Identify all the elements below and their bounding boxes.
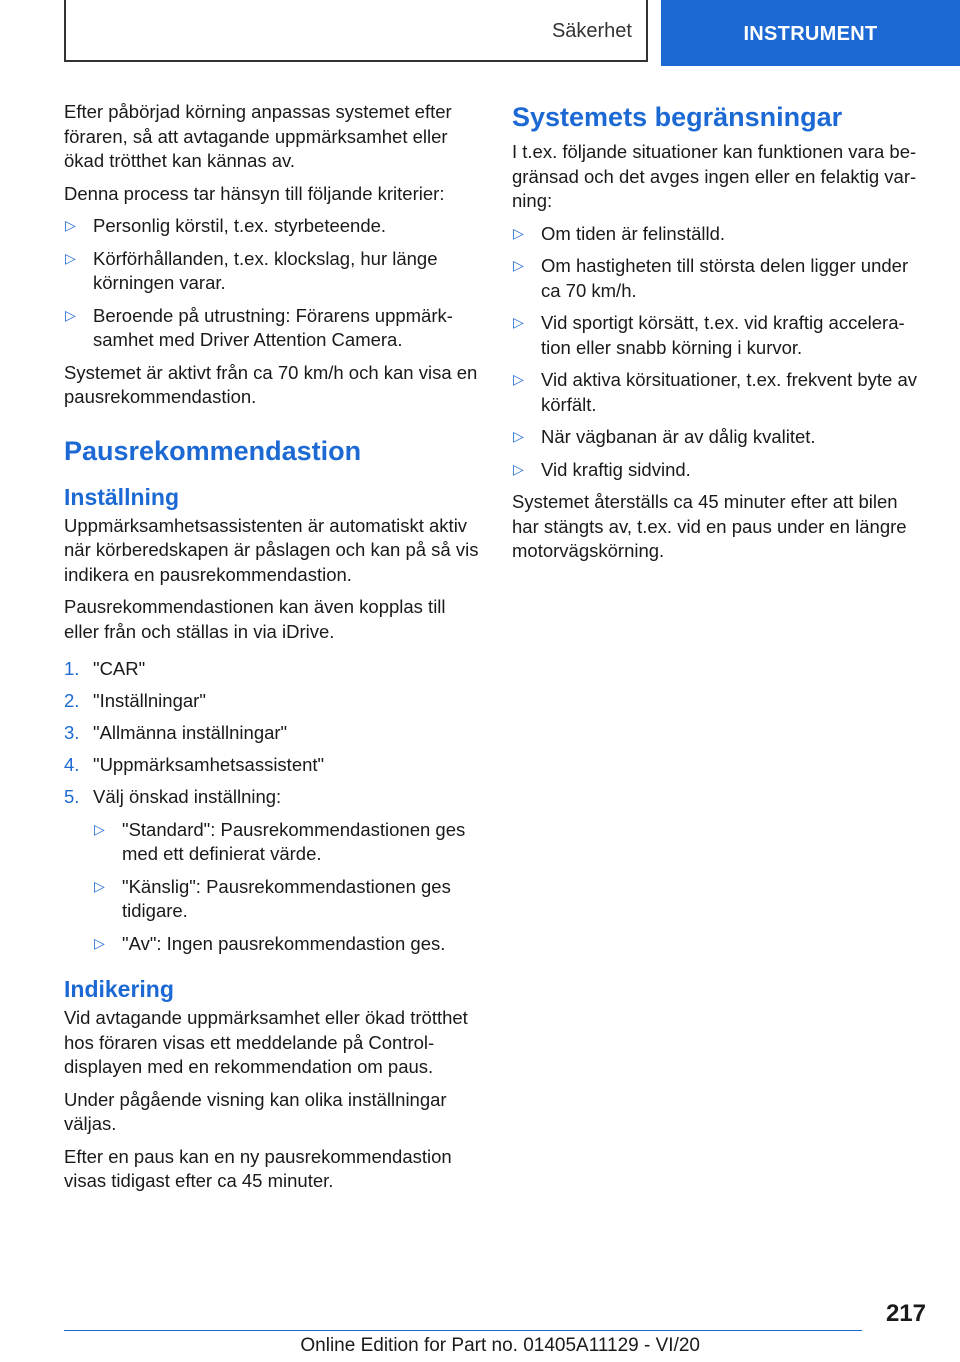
limits-intro: I t.ex. följande situationer kan funktionen vara begränsad och det avges ingen eller en felaktig varning: <box>512 141 917 211</box>
step-item <box>64 721 484 746</box>
list-item: ▷ Vid aktiva körsituationer, t.ex. frekvent byte av körfält. <box>512 368 928 417</box>
indication-paragraph-3: Efter en paus kan en ny pausrekommendastion visas tidigast efter ca 45 minuter. <box>64 1145 452 1191</box>
step-item <box>64 689 484 714</box>
right-column <box>512 100 928 572</box>
step-text: "Allmänna inställningar" <box>93 722 288 743</box>
limits-heading: Systemets begränsningar <box>512 102 843 132</box>
intro-paragraph-2: Denna process tar hänsyn till följande kriterier: <box>64 182 445 204</box>
step-text: Välj önskad inställning: <box>93 786 282 807</box>
step-number: 5. <box>64 786 80 807</box>
list-item: ▷ När vägbanan är av dålig kvalitet. <box>512 425 928 450</box>
list-item: ▷ "Standard": Pausrekommendastionen ges med ett definierat värde. <box>93 818 484 867</box>
step-text: "CAR" <box>93 658 146 679</box>
chapter-tab: INSTRUMENT <box>661 0 960 66</box>
list-item: ▷ Om tiden är felinställd. <box>512 222 928 247</box>
list-item: ▷ Personlig körstil, t.ex. styrbeteende. <box>64 214 484 239</box>
list-item: ▷ Körförhållanden, t.ex. klockslag, hur länge körningen varar. <box>64 247 484 296</box>
footer-edition: Online Edition for Part no. 01405A11129 - VI/20 <box>300 1335 700 1356</box>
page-header <box>0 0 960 66</box>
list-item: ▷ Om hastigheten till största delen ligger under ca 70 km/h. <box>512 254 928 303</box>
page-number: 217 <box>885 1300 926 1327</box>
list-item: ▷ "Känslig": Pausrekommendastionen ges tidigare. <box>93 875 484 924</box>
intro-paragraph-3: Systemet är aktivt från ca 70 km/h och kan visa en pausrekommendastion. <box>64 361 478 407</box>
step-item <box>64 657 484 682</box>
option-list <box>93 818 484 957</box>
section-tab: Säkerhet <box>64 0 648 62</box>
indication-heading: Indikering <box>64 976 174 1002</box>
step-number: 4. <box>64 754 80 775</box>
settings-paragraph-2: Pausrekommendastionen kan även kopplas till eller från och ställas in via iDrive. <box>64 596 446 642</box>
step-item <box>64 785 484 956</box>
list-item: ▷ "Av": Ingen pausrekommendastion ges. <box>93 932 484 957</box>
section-heading: Pausrekommendastion <box>64 435 362 466</box>
settings-paragraph-1: Uppmärksamhetsassistenten är automatiskt aktiv när körberedskapen är påslagen och kan på så vis indikera en pausrekommendastion. <box>64 514 479 585</box>
step-number: 3. <box>64 722 80 743</box>
left-column <box>64 100 484 1202</box>
settings-steps <box>64 657 484 956</box>
limits-outro: Systemet återställs ca 45 minuter efter att bilen har stängts av, t.ex. vid en paus under en längre motorvägskörning. <box>512 491 907 561</box>
list-item: ▷ Vid kraftig sidvind. <box>512 458 928 483</box>
indication-paragraph-1: Vid avtagande uppmärksamhet eller ökad trötthet hos föraren visas ett meddelande på Control-displayen med en rekommendation om paus. <box>64 1007 468 1077</box>
intro-paragraph-1: Efter påbörjad körning anpassas systemet efter föraren, så att avtagande uppmärksamhet eller ökad trötthet kan kännas av. <box>64 101 452 171</box>
settings-heading: Inställning <box>64 483 179 510</box>
limits-list <box>512 222 928 483</box>
step-text: "Uppmärksamhetsassistent" <box>93 754 325 775</box>
step-number: 1. <box>64 658 80 679</box>
list-item: ▷ Beroende på utrustning: Förarens uppmärksamhet med Driver Attention Camera. <box>64 304 484 353</box>
step-number: 2. <box>64 690 80 711</box>
step-item <box>64 753 484 778</box>
step-text: "Inställningar" <box>93 690 206 711</box>
indication-paragraph-2: Under pågående visning kan olika inställningar väljas. <box>64 1088 447 1134</box>
criteria-list <box>64 214 484 353</box>
list-item: ▷ Vid sportigt körsätt, t.ex. vid kraftig acceleration eller snabb körning i kurvor. <box>512 311 928 360</box>
